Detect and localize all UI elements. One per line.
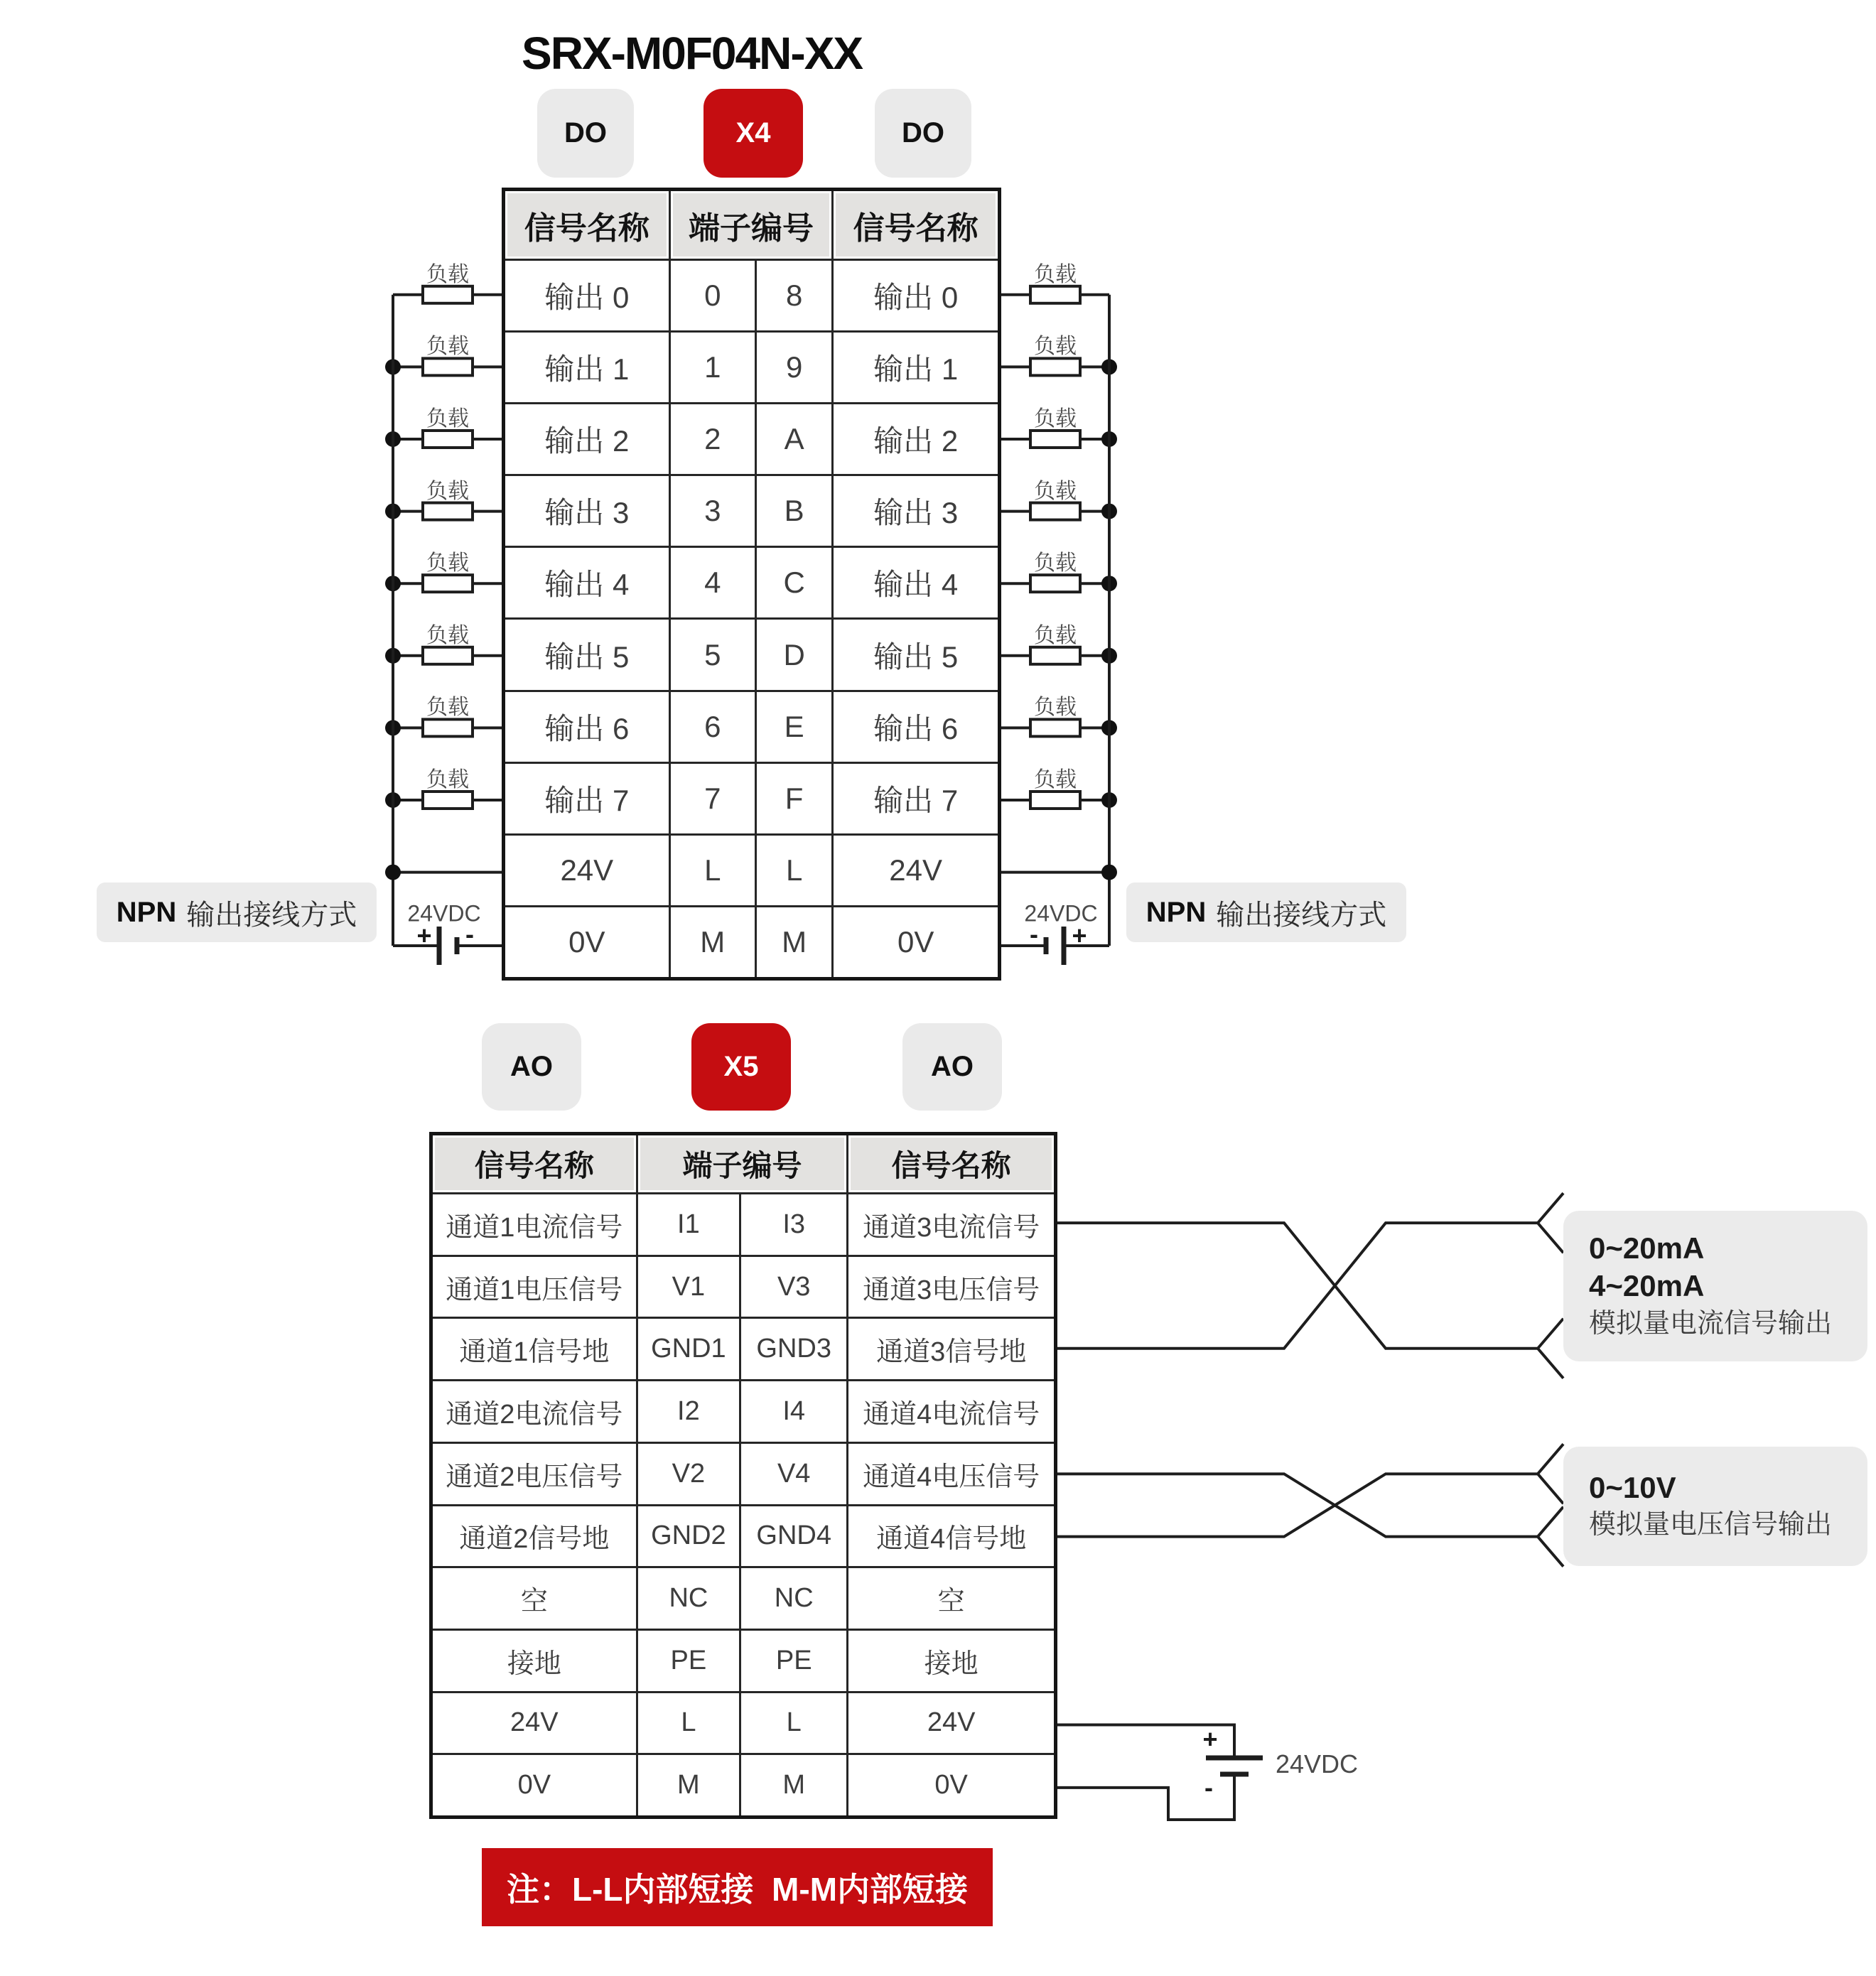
table-cell: GND3 xyxy=(739,1319,846,1379)
table-cell: 空 xyxy=(520,1587,548,1617)
table-cell: 0V xyxy=(568,924,605,959)
table-cell: 7 xyxy=(669,764,755,833)
table-header-row xyxy=(433,1135,1054,1192)
load-resistor xyxy=(1030,719,1080,736)
table-cell: 24V xyxy=(560,853,614,887)
npn-label-text: 输出接线方式 xyxy=(1216,899,1387,931)
table-cell: I4 xyxy=(739,1381,846,1442)
table-cell: 输出 4 xyxy=(831,548,998,617)
table-cell: 接地 xyxy=(846,1631,1054,1691)
npn-label-bold: NPN xyxy=(116,896,177,928)
table-cell: PE xyxy=(636,1631,739,1691)
wire xyxy=(1538,1474,1563,1503)
table-cell: NC xyxy=(636,1568,739,1629)
table-cell: 输出 2 xyxy=(544,424,630,458)
table-cell: 3 xyxy=(669,476,755,546)
load-resistor xyxy=(1030,286,1080,303)
table-cell: 24V xyxy=(831,836,998,905)
load-label: 负载 xyxy=(426,551,469,576)
table-cell: 输出 7 xyxy=(544,783,630,817)
table-cell: 通道1信号地 xyxy=(459,1337,610,1368)
table-cell: 通道2电压信号 xyxy=(446,1462,623,1492)
load-label: 负载 xyxy=(426,335,469,359)
table-cell: C xyxy=(755,548,831,617)
table-cell: 1 xyxy=(669,333,755,402)
table-cell: 24V xyxy=(846,1693,1054,1754)
wire xyxy=(1538,1349,1563,1378)
table-cell: I2 xyxy=(636,1381,739,1442)
table-row xyxy=(433,1255,1054,1317)
table-cell: M xyxy=(739,1755,846,1815)
table-cell: 输出 3 xyxy=(831,476,998,546)
power-supply-label: 24VDC xyxy=(1024,900,1098,927)
wire xyxy=(1538,1507,1563,1537)
current-range-2: 4~20mA xyxy=(1589,1269,1705,1303)
table-cell: 输出 0 xyxy=(544,281,630,315)
header-cell: 信号名称 xyxy=(831,191,998,259)
table-row xyxy=(433,1691,1054,1754)
table-cell: 输出 6 xyxy=(544,711,630,745)
table-cell: 输出 1 xyxy=(544,352,630,387)
table-cell: F xyxy=(755,764,831,833)
connector-x4-badge: X4 xyxy=(704,89,803,178)
load-resistor xyxy=(423,575,473,592)
table-cell: NC xyxy=(739,1568,846,1629)
table-cell: 输出 6 xyxy=(831,692,998,762)
plus-sign: + xyxy=(1072,921,1087,950)
table-cell: M xyxy=(669,907,755,977)
table-cell: 通道1电压信号 xyxy=(446,1275,623,1305)
load-label: 负载 xyxy=(1034,335,1077,359)
table-cell: 8 xyxy=(755,261,831,330)
table-cell: 24V xyxy=(510,1707,559,1738)
load-label: 负载 xyxy=(1034,623,1077,647)
table-cell: 通道3电压信号 xyxy=(846,1257,1054,1317)
load-label: 负载 xyxy=(426,696,469,720)
table-cell: GND2 xyxy=(636,1506,739,1567)
plus-sign: + xyxy=(416,921,432,950)
table-cell: 输出 4 xyxy=(544,568,630,602)
power-supply-label: 24VDC xyxy=(407,900,481,927)
table-cell: V3 xyxy=(739,1257,846,1317)
table-header-row xyxy=(505,191,998,259)
voltage-output-label xyxy=(1563,1447,1867,1566)
connector-x5-badge: X5 xyxy=(691,1023,791,1111)
load-resistor xyxy=(423,358,473,375)
load-label: 负载 xyxy=(1034,479,1077,503)
table-cell: 0V xyxy=(846,1755,1054,1815)
table-row xyxy=(505,259,998,330)
header-cell: 端子编号 xyxy=(669,191,832,259)
table-cell: 5 xyxy=(669,620,755,689)
table-cell: 0V xyxy=(831,907,998,977)
table-row xyxy=(433,1192,1054,1255)
table-cell: 6 xyxy=(669,692,755,762)
table-cell: 输出 5 xyxy=(544,639,630,674)
wire xyxy=(1538,1537,1563,1567)
wire xyxy=(1538,1223,1563,1253)
npn-wiring-label-right xyxy=(1126,882,1406,942)
npn-label-bold: NPN xyxy=(1145,896,1207,928)
load-resistor xyxy=(1030,358,1080,375)
wire xyxy=(1538,1193,1563,1223)
page-title: SRX-M0F04N-XX xyxy=(522,28,862,79)
header-cell: 端子编号 xyxy=(636,1135,847,1192)
table-cell: GND4 xyxy=(739,1506,846,1567)
load-label: 负载 xyxy=(1034,407,1077,431)
junction-dot xyxy=(1101,865,1117,880)
table-cell: D xyxy=(755,620,831,689)
table-cell: I3 xyxy=(739,1194,846,1255)
table-cell: B xyxy=(755,476,831,546)
table-row xyxy=(433,1317,1054,1379)
table-cell: M xyxy=(755,907,831,977)
load-label: 负载 xyxy=(1034,768,1077,792)
table-cell: 通道4信号地 xyxy=(846,1506,1054,1567)
junction-dot xyxy=(385,865,401,880)
table-cell: 接地 xyxy=(507,1648,561,1679)
load-resistor xyxy=(1030,792,1080,809)
npn-label-text: 输出接线方式 xyxy=(186,899,357,931)
table-cell: 空 xyxy=(846,1568,1054,1629)
do-badge-right: DO xyxy=(875,89,971,178)
table-cell: 通道2信号地 xyxy=(459,1524,610,1555)
table-cell: V2 xyxy=(636,1444,739,1504)
table-cell: L xyxy=(739,1693,846,1754)
table-row xyxy=(433,1629,1054,1691)
table-cell: 输出 3 xyxy=(544,496,630,530)
table-row xyxy=(505,402,998,474)
table-cell: E xyxy=(755,692,831,762)
load-resistor xyxy=(423,503,473,520)
table-cell: 通道3信号地 xyxy=(846,1319,1054,1379)
table-cell: 通道2电流信号 xyxy=(446,1399,623,1430)
load-label: 负载 xyxy=(1034,262,1077,286)
load-resistor xyxy=(423,792,473,809)
table-cell: 通道1电流信号 xyxy=(446,1212,623,1243)
table-cell: L xyxy=(669,836,755,905)
ao-badge-left: AO xyxy=(482,1023,581,1111)
voltage-output-desc: 模拟量电压信号输出 xyxy=(1589,1510,1833,1540)
table-cell: 输出 0 xyxy=(831,261,998,330)
load-resistor xyxy=(1030,431,1080,448)
table-row xyxy=(505,905,998,977)
table-cell: 输出 5 xyxy=(831,620,998,689)
minus-sign: - xyxy=(1204,1773,1213,1802)
plus-sign: + xyxy=(1202,1724,1218,1754)
voltage-range: 0~10V xyxy=(1589,1470,1676,1504)
table-cell: 输出 1 xyxy=(831,333,998,402)
table-cell: 输出 2 xyxy=(831,404,998,474)
table-cell: 通道3电流信号 xyxy=(846,1194,1054,1255)
do-terminal-table xyxy=(502,188,1001,981)
minus-sign: - xyxy=(465,919,474,949)
load-resistor xyxy=(423,286,473,303)
header-cell: 信号名称 xyxy=(846,1135,1054,1192)
table-cell: 2 xyxy=(669,404,755,474)
table-cell: PE xyxy=(739,1631,846,1691)
load-resistor xyxy=(423,647,473,664)
table-row xyxy=(433,1566,1054,1629)
current-range-1: 0~20mA xyxy=(1589,1231,1705,1265)
table-row xyxy=(433,1504,1054,1567)
table-row xyxy=(433,1442,1054,1504)
table-cell: V1 xyxy=(636,1257,739,1317)
ao-terminal-table xyxy=(429,1132,1057,1819)
load-label: 负载 xyxy=(426,262,469,286)
wire xyxy=(1538,1444,1563,1474)
table-cell: 通道4电压信号 xyxy=(846,1444,1054,1504)
table-cell: L xyxy=(636,1693,739,1754)
header-cell: 信号名称 xyxy=(505,191,669,259)
load-label: 负载 xyxy=(426,407,469,431)
load-label: 负载 xyxy=(426,623,469,647)
load-label: 负载 xyxy=(1034,551,1077,576)
table-row xyxy=(505,474,998,546)
table-row xyxy=(505,330,998,402)
load-label: 负载 xyxy=(1034,696,1077,720)
table-cell: GND1 xyxy=(636,1319,739,1379)
load-label: 负载 xyxy=(426,479,469,503)
table-row xyxy=(505,833,998,905)
load-label: 负载 xyxy=(426,768,469,792)
table-cell: 输出 7 xyxy=(831,764,998,833)
table-cell: L xyxy=(755,836,831,905)
load-resistor xyxy=(1030,647,1080,664)
table-cell: M xyxy=(636,1755,739,1815)
table-row xyxy=(505,546,998,617)
table-row xyxy=(505,690,998,762)
table-row xyxy=(505,617,998,689)
minus-sign: - xyxy=(1030,919,1038,949)
current-output-label xyxy=(1563,1211,1867,1361)
table-cell: V4 xyxy=(739,1444,846,1504)
load-resistor xyxy=(1030,503,1080,520)
wire xyxy=(1538,1319,1563,1349)
table-cell: 4 xyxy=(669,548,755,617)
load-resistor xyxy=(423,431,473,448)
table-cell: I1 xyxy=(636,1194,739,1255)
table-cell: 0V xyxy=(517,1770,551,1800)
load-resistor xyxy=(423,719,473,736)
load-resistor xyxy=(1030,575,1080,592)
current-output-desc: 模拟量电流信号输出 xyxy=(1589,1309,1833,1339)
short-circuit-note: 注：L-L内部短接 M-M内部短接 xyxy=(482,1848,993,1926)
table-cell: 通道4电流信号 xyxy=(846,1381,1054,1442)
power-supply-label: 24VDC xyxy=(1276,1749,1359,1778)
table-cell: A xyxy=(755,404,831,474)
npn-wiring-label-left xyxy=(97,882,377,942)
table-cell: 9 xyxy=(755,333,831,402)
table-row xyxy=(433,1753,1054,1815)
ao-badge-right: AO xyxy=(902,1023,1002,1111)
table-cell: 0 xyxy=(669,261,755,330)
table-row xyxy=(505,762,998,833)
header-cell: 信号名称 xyxy=(433,1135,636,1192)
do-badge-left: DO xyxy=(537,89,634,178)
table-row xyxy=(433,1379,1054,1442)
